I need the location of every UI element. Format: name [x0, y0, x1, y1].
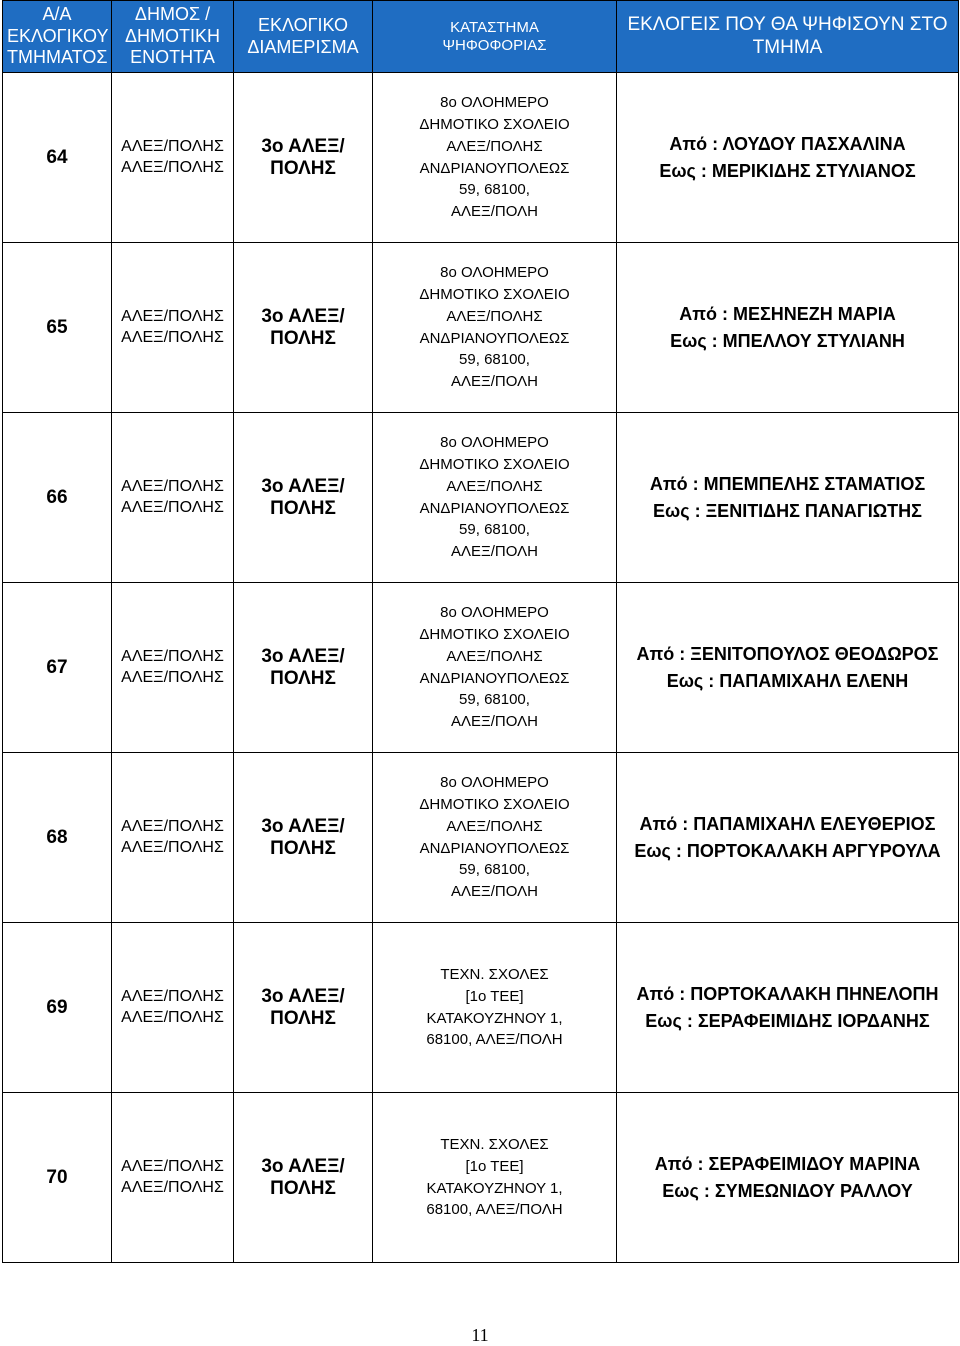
voters-range [617, 583, 959, 753]
voters-to: Εως : ΜΕΡΙΚΙΔΗΣ ΣΤΥΛΙΑΝΟΣ [659, 160, 916, 181]
municipality: ΑΛΕΞ/ΠΟΛΗΣ ΑΛΕΞ/ΠΟΛΗΣ [112, 73, 234, 243]
municipality: ΑΛΕΞ/ΠΟΛΗΣ ΑΛΕΞ/ΠΟΛΗΣ [112, 753, 234, 923]
table-row [3, 1093, 959, 1263]
voters-from: Από : ΛΟΥΔΟΥ ΠΑΣΧΑΛΙΝΑ [669, 134, 906, 155]
table-header-row [3, 1, 959, 73]
municipality: ΑΛΕΞ/ΠΟΛΗΣ ΑΛΕΞ/ΠΟΛΗΣ [112, 413, 234, 583]
voters-from: Από : ΜΕΣΗΝΕΖΗ ΜΑΡΙΑ [679, 304, 896, 325]
header-municipality: ΔΗΜΟΣ / ΔΗΜΟΤΙΚΗ ΕΝΟΤΗΤΑ [112, 1, 234, 73]
electoral-district: 3ο ΑΛΕΞ/ΠΟΛΗΣ [234, 413, 373, 583]
table-body [3, 73, 959, 1263]
municipality: ΑΛΕΞ/ΠΟΛΗΣ ΑΛΕΞ/ΠΟΛΗΣ [112, 1093, 234, 1263]
voters-range [617, 1093, 959, 1263]
polling-stations-table [2, 0, 959, 1263]
section-number: 65 [3, 243, 112, 413]
polling-station: 8ο ΟΛΟΗΜΕΡΟ ΔΗΜΟΤΙΚΟ ΣΧΟΛΕΙΟ ΑΛΕΞ/ΠΟΛΗΣ ΑΝΔΡΙΑΝΟΥΠΟΛΕΩΣ 59, 68100, ΑΛΕΞ/ΠΟΛΗ [373, 243, 617, 413]
section-number: 66 [3, 413, 112, 583]
municipality: ΑΛΕΞ/ΠΟΛΗΣ ΑΛΕΞ/ΠΟΛΗΣ [112, 583, 234, 753]
voters-to: Εως : ΜΠΕΛΛΟΥ ΣΤΥΛΙΑΝΗ [670, 330, 905, 351]
voters-range [617, 73, 959, 243]
polling-station: 8ο ΟΛΟΗΜΕΡΟ ΔΗΜΟΤΙΚΟ ΣΧΟΛΕΙΟ ΑΛΕΞ/ΠΟΛΗΣ ΑΝΔΡΙΑΝΟΥΠΟΛΕΩΣ 59, 68100, ΑΛΕΞ/ΠΟΛΗ [373, 753, 617, 923]
polling-station: 8ο ΟΛΟΗΜΕΡΟ ΔΗΜΟΤΙΚΟ ΣΧΟΛΕΙΟ ΑΛΕΞ/ΠΟΛΗΣ ΑΝΔΡΙΑΝΟΥΠΟΛΕΩΣ 59, 68100, ΑΛΕΞ/ΠΟΛΗ [373, 413, 617, 583]
voters-to: Εως : ΣΕΡΑΦΕΙΜΙΔΗΣ ΙΟΡΔΑΝΗΣ [645, 1010, 930, 1031]
voters-from: Από : ΠΑΠΑΜΙΧΑΗΛ ΕΛΕΥΘΕΡΙΟΣ [639, 814, 936, 835]
voters-to: Εως : ΣΥΜΕΩΝΙΔΟΥ ΡΑΛΛΟΥ [662, 1180, 913, 1201]
electoral-district: 3ο ΑΛΕΞ/ΠΟΛΗΣ [234, 583, 373, 753]
header-polling-station: ΚΑΤΑΣΤΗΜΑ ΨΗΦΟΦΟΡΙΑΣ [373, 1, 617, 73]
voters-range [617, 923, 959, 1093]
voters-from: Από : ΣΕΡΑΦΕΙΜΙΔΟΥ ΜΑΡΙΝΑ [654, 1154, 921, 1175]
voters-from: Από : ΠΟΡΤΟΚΑΛΑΚΗ ΠΗΝΕΛΟΠΗ [636, 984, 939, 1005]
electoral-district: 3ο ΑΛΕΞ/ΠΟΛΗΣ [234, 73, 373, 243]
municipality: ΑΛΕΞ/ΠΟΛΗΣ ΑΛΕΞ/ΠΟΛΗΣ [112, 243, 234, 413]
municipality: ΑΛΕΞ/ΠΟΛΗΣ ΑΛΕΞ/ΠΟΛΗΣ [112, 923, 234, 1093]
voters-from: Από : ΞΕΝΙΤΟΠΟΥΛΟΣ ΘΕΟΔΩΡΟΣ [636, 644, 939, 665]
polling-station: 8ο ΟΛΟΗΜΕΡΟ ΔΗΜΟΤΙΚΟ ΣΧΟΛΕΙΟ ΑΛΕΞ/ΠΟΛΗΣ ΑΝΔΡΙΑΝΟΥΠΟΛΕΩΣ 59, 68100, ΑΛΕΞ/ΠΟΛΗ [373, 583, 617, 753]
voters-range [617, 753, 959, 923]
electoral-district: 3ο ΑΛΕΞ/ΠΟΛΗΣ [234, 243, 373, 413]
section-number: 67 [3, 583, 112, 753]
polling-station: ΤΕΧΝ. ΣΧΟΛΕΣ [1ο ΤΕΕ] ΚΑΤΑΚΟΥΖΗΝΟΥ 1, 68100, ΑΛΕΞ/ΠΟΛΗ [373, 923, 617, 1093]
section-number: 69 [3, 923, 112, 1093]
page-number: 11 [471, 1325, 489, 1345]
polling-station: 8ο ΟΛΟΗΜΕΡΟ ΔΗΜΟΤΙΚΟ ΣΧΟΛΕΙΟ ΑΛΕΞ/ΠΟΛΗΣ ΑΝΔΡΙΑΝΟΥΠΟΛΕΩΣ 59, 68100, ΑΛΕΞ/ΠΟΛΗ [373, 73, 617, 243]
section-number: 68 [3, 753, 112, 923]
table-row [3, 753, 959, 923]
voters-range [617, 243, 959, 413]
table-row [3, 923, 959, 1093]
table-row [3, 73, 959, 243]
header-voters-range: ΕΚΛΟΓΕΙΣ ΠΟΥ ΘΑ ΨΗΦΙΣΟΥΝ ΣΤΟ ΤΜΗΜΑ [617, 1, 959, 73]
header-electoral-district: ΕΚΛΟΓΙΚΟ ΔΙΑΜΕΡΙΣΜΑ [234, 1, 373, 73]
voters-range [617, 413, 959, 583]
voters-to: Εως : ΠΟΡΤΟΚΑΛΑΚΗ ΑΡΓΥΡΟΥΛΑ [634, 840, 941, 861]
voters-to: Εως : ΞΕΝΙΤΙΔΗΣ ΠΑΝΑΓΙΩΤΗΣ [653, 500, 922, 521]
table-row [3, 413, 959, 583]
section-number: 70 [3, 1093, 112, 1263]
voters-to: Εως : ΠΑΠΑΜΙΧΑΗΛ ΕΛΕΝΗ [666, 670, 909, 691]
electoral-district: 3ο ΑΛΕΞ/ΠΟΛΗΣ [234, 753, 373, 923]
electoral-district: 3ο ΑΛΕΞ/ΠΟΛΗΣ [234, 923, 373, 1093]
polling-station: ΤΕΧΝ. ΣΧΟΛΕΣ [1ο ΤΕΕ] ΚΑΤΑΚΟΥΖΗΝΟΥ 1, 68100, ΑΛΕΞ/ΠΟΛΗ [373, 1093, 617, 1263]
voters-from: Από : ΜΠΕΜΠΕΛΗΣ ΣΤΑΜΑΤΙΟΣ [649, 474, 926, 495]
table-row [3, 243, 959, 413]
section-number: 64 [3, 73, 112, 243]
electoral-district: 3ο ΑΛΕΞ/ΠΟΛΗΣ [234, 1093, 373, 1263]
table-row [3, 583, 959, 753]
header-section-number: Α/Α ΕΚΛΟΓΙΚΟΥ ΤΜΗΜΑΤΟΣ [3, 1, 112, 73]
